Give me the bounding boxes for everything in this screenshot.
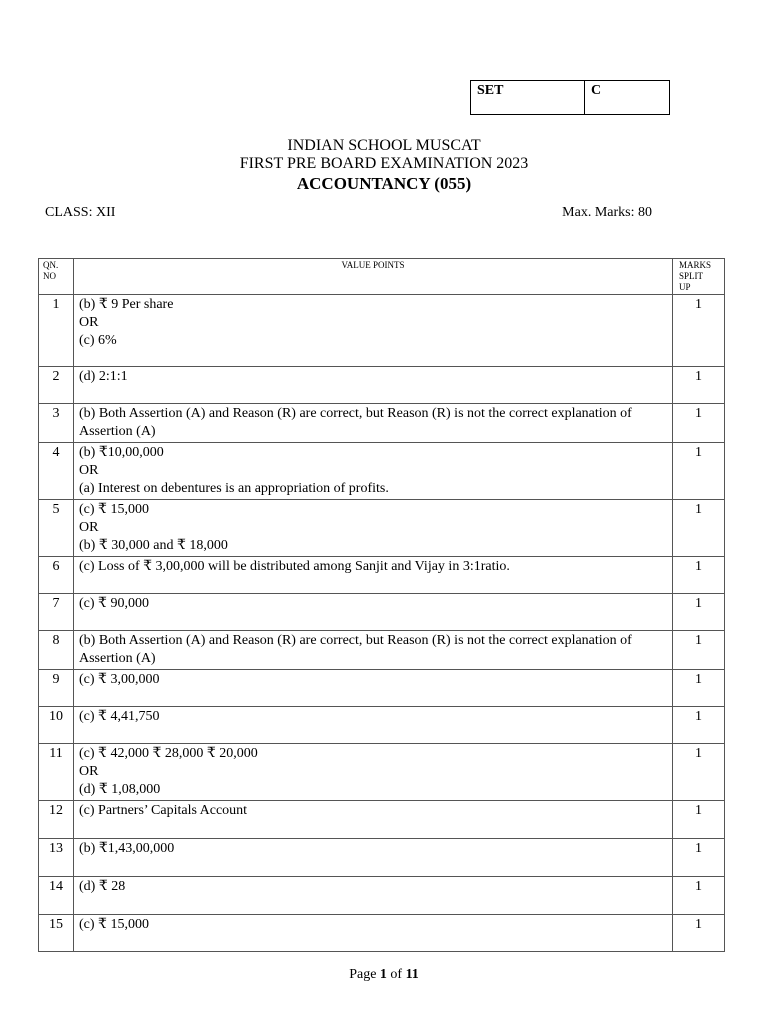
set-box — [470, 80, 670, 115]
value-point — [74, 404, 673, 443]
value-point — [74, 915, 673, 952]
question-number: 14 — [39, 877, 74, 915]
value-point-line: (c) ₹ 15,000 — [79, 917, 149, 932]
school-name: INDIAN SCHOOL MUSCAT — [287, 137, 481, 154]
question-number: 3 — [39, 404, 74, 443]
value-point-line: (c) Loss of ₹ 3,00,000 will be distributed among Sanjit and Vijay in 3:1ratio. — [79, 559, 510, 574]
marks-value: 1 — [673, 670, 725, 707]
table-row — [39, 915, 725, 952]
value-point — [74, 557, 673, 594]
value-point — [74, 594, 673, 631]
table-row — [39, 744, 725, 801]
marks-value: 1 — [673, 367, 725, 404]
table-row — [39, 367, 725, 404]
value-point — [74, 707, 673, 744]
value-point-line: (b) ₹ 9 Per share — [79, 297, 174, 312]
header-value-points: VALUE POINTS — [74, 259, 673, 295]
value-point — [74, 295, 673, 367]
value-point — [74, 367, 673, 404]
table-row — [39, 707, 725, 744]
marks-value: 1 — [673, 877, 725, 915]
header-marks-line: SPLIT — [679, 271, 704, 281]
question-number: 4 — [39, 443, 74, 500]
marks-value: 1 — [673, 801, 725, 839]
table-row — [39, 877, 725, 915]
marks-value: 1 — [673, 404, 725, 443]
value-point-line: (c) Partners’ Capitals Account — [79, 803, 248, 818]
footer-total-pages: 11 — [405, 967, 419, 982]
footer-current-page: 1 — [379, 967, 387, 982]
value-point-line: (c) ₹ 42,000 ₹ 28,000 ₹ 20,000 — [79, 746, 258, 761]
table-row — [39, 404, 725, 443]
value-point-line: OR — [79, 463, 99, 478]
marks-value: 1 — [673, 915, 725, 952]
footer-of-word: of — [390, 967, 403, 982]
table-row — [39, 443, 725, 500]
question-number: 15 — [39, 915, 74, 952]
set-label: SET — [471, 81, 585, 114]
question-number: 11 — [39, 744, 74, 801]
table-row — [39, 594, 725, 631]
question-number: 10 — [39, 707, 74, 744]
header-qn-line: NO — [43, 271, 56, 281]
marks-value: 1 — [673, 594, 725, 631]
value-point-line: (b) ₹10,00,000 — [79, 445, 164, 460]
value-point-line: (c) ₹ 90,000 — [79, 596, 149, 611]
value-point-line: OR — [79, 520, 99, 535]
question-number: 8 — [39, 631, 74, 670]
answer-table — [38, 258, 725, 952]
marks-value: 1 — [673, 443, 725, 500]
marks-value: 1 — [673, 744, 725, 801]
value-point-line: OR — [79, 315, 99, 330]
header-qn-line: QN. — [43, 260, 59, 270]
header-marks-line: MARKS — [679, 260, 712, 270]
question-number: 2 — [39, 367, 74, 404]
value-point-line: (c) 6% — [79, 333, 117, 348]
question-number: 1 — [39, 295, 74, 367]
marks-value: 1 — [673, 500, 725, 557]
footer-page-word: Page — [349, 967, 377, 982]
marks-value: 1 — [673, 295, 725, 367]
table-row — [39, 670, 725, 707]
class-label: CLASS: XII — [45, 205, 116, 220]
value-point-line: OR — [79, 764, 99, 779]
value-point-line: (a) Interest on debentures is an appropriation of profits. — [79, 481, 389, 496]
subject-title: ACCOUNTANCY (055) — [296, 174, 472, 193]
value-point — [74, 877, 673, 915]
value-point — [74, 670, 673, 707]
value-point-line: (d) ₹ 1,08,000 — [79, 782, 161, 797]
value-point — [74, 500, 673, 557]
value-point — [74, 801, 673, 839]
table-row — [39, 557, 725, 594]
value-point-line: (c) ₹ 15,000 — [79, 502, 149, 517]
question-number: 5 — [39, 500, 74, 557]
header-marks-line: UP — [679, 282, 691, 292]
question-number: 6 — [39, 557, 74, 594]
class-line — [45, 205, 652, 221]
table-row — [39, 801, 725, 839]
value-point — [74, 443, 673, 500]
value-point-line: (d) 2:1:1 — [79, 369, 128, 384]
max-marks: Max. Marks: 80 — [562, 205, 652, 220]
value-point-line: (c) ₹ 3,00,000 — [79, 672, 160, 687]
value-point-line: (b) ₹ 30,000 and ₹ 18,000 — [79, 538, 228, 553]
header-qn — [39, 259, 74, 295]
value-point-line: (c) ₹ 4,41,750 — [79, 709, 160, 724]
exam-title: FIRST PRE BOARD EXAMINATION 2023 — [239, 155, 529, 172]
value-point-line: (b) Both Assertion (A) and Reason (R) are correct, but Reason (R) is not the correct explanation of Assertion (A) — [79, 406, 632, 439]
question-number: 7 — [39, 594, 74, 631]
value-point-line: (b) ₹1,43,00,000 — [79, 841, 175, 856]
set-value: C — [591, 83, 602, 98]
marks-value: 1 — [673, 707, 725, 744]
value-point-line: (b) Both Assertion (A) and Reason (R) are correct, but Reason (R) is not the correct explanation of Assertion (A) — [79, 633, 632, 666]
table-row — [39, 839, 725, 877]
table-row — [39, 295, 725, 367]
value-point — [74, 839, 673, 877]
marks-value: 1 — [673, 631, 725, 670]
header-marks — [673, 259, 725, 295]
value-point — [74, 744, 673, 801]
question-number: 9 — [39, 670, 74, 707]
marks-value: 1 — [673, 839, 725, 877]
page-footer — [0, 967, 768, 983]
marks-value: 1 — [673, 557, 725, 594]
value-point-line: (d) ₹ 28 — [79, 879, 126, 894]
question-number: 12 — [39, 801, 74, 839]
table-row — [39, 631, 725, 670]
table-row — [39, 500, 725, 557]
question-number: 13 — [39, 839, 74, 877]
value-point — [74, 631, 673, 670]
table-header-row — [39, 259, 725, 295]
